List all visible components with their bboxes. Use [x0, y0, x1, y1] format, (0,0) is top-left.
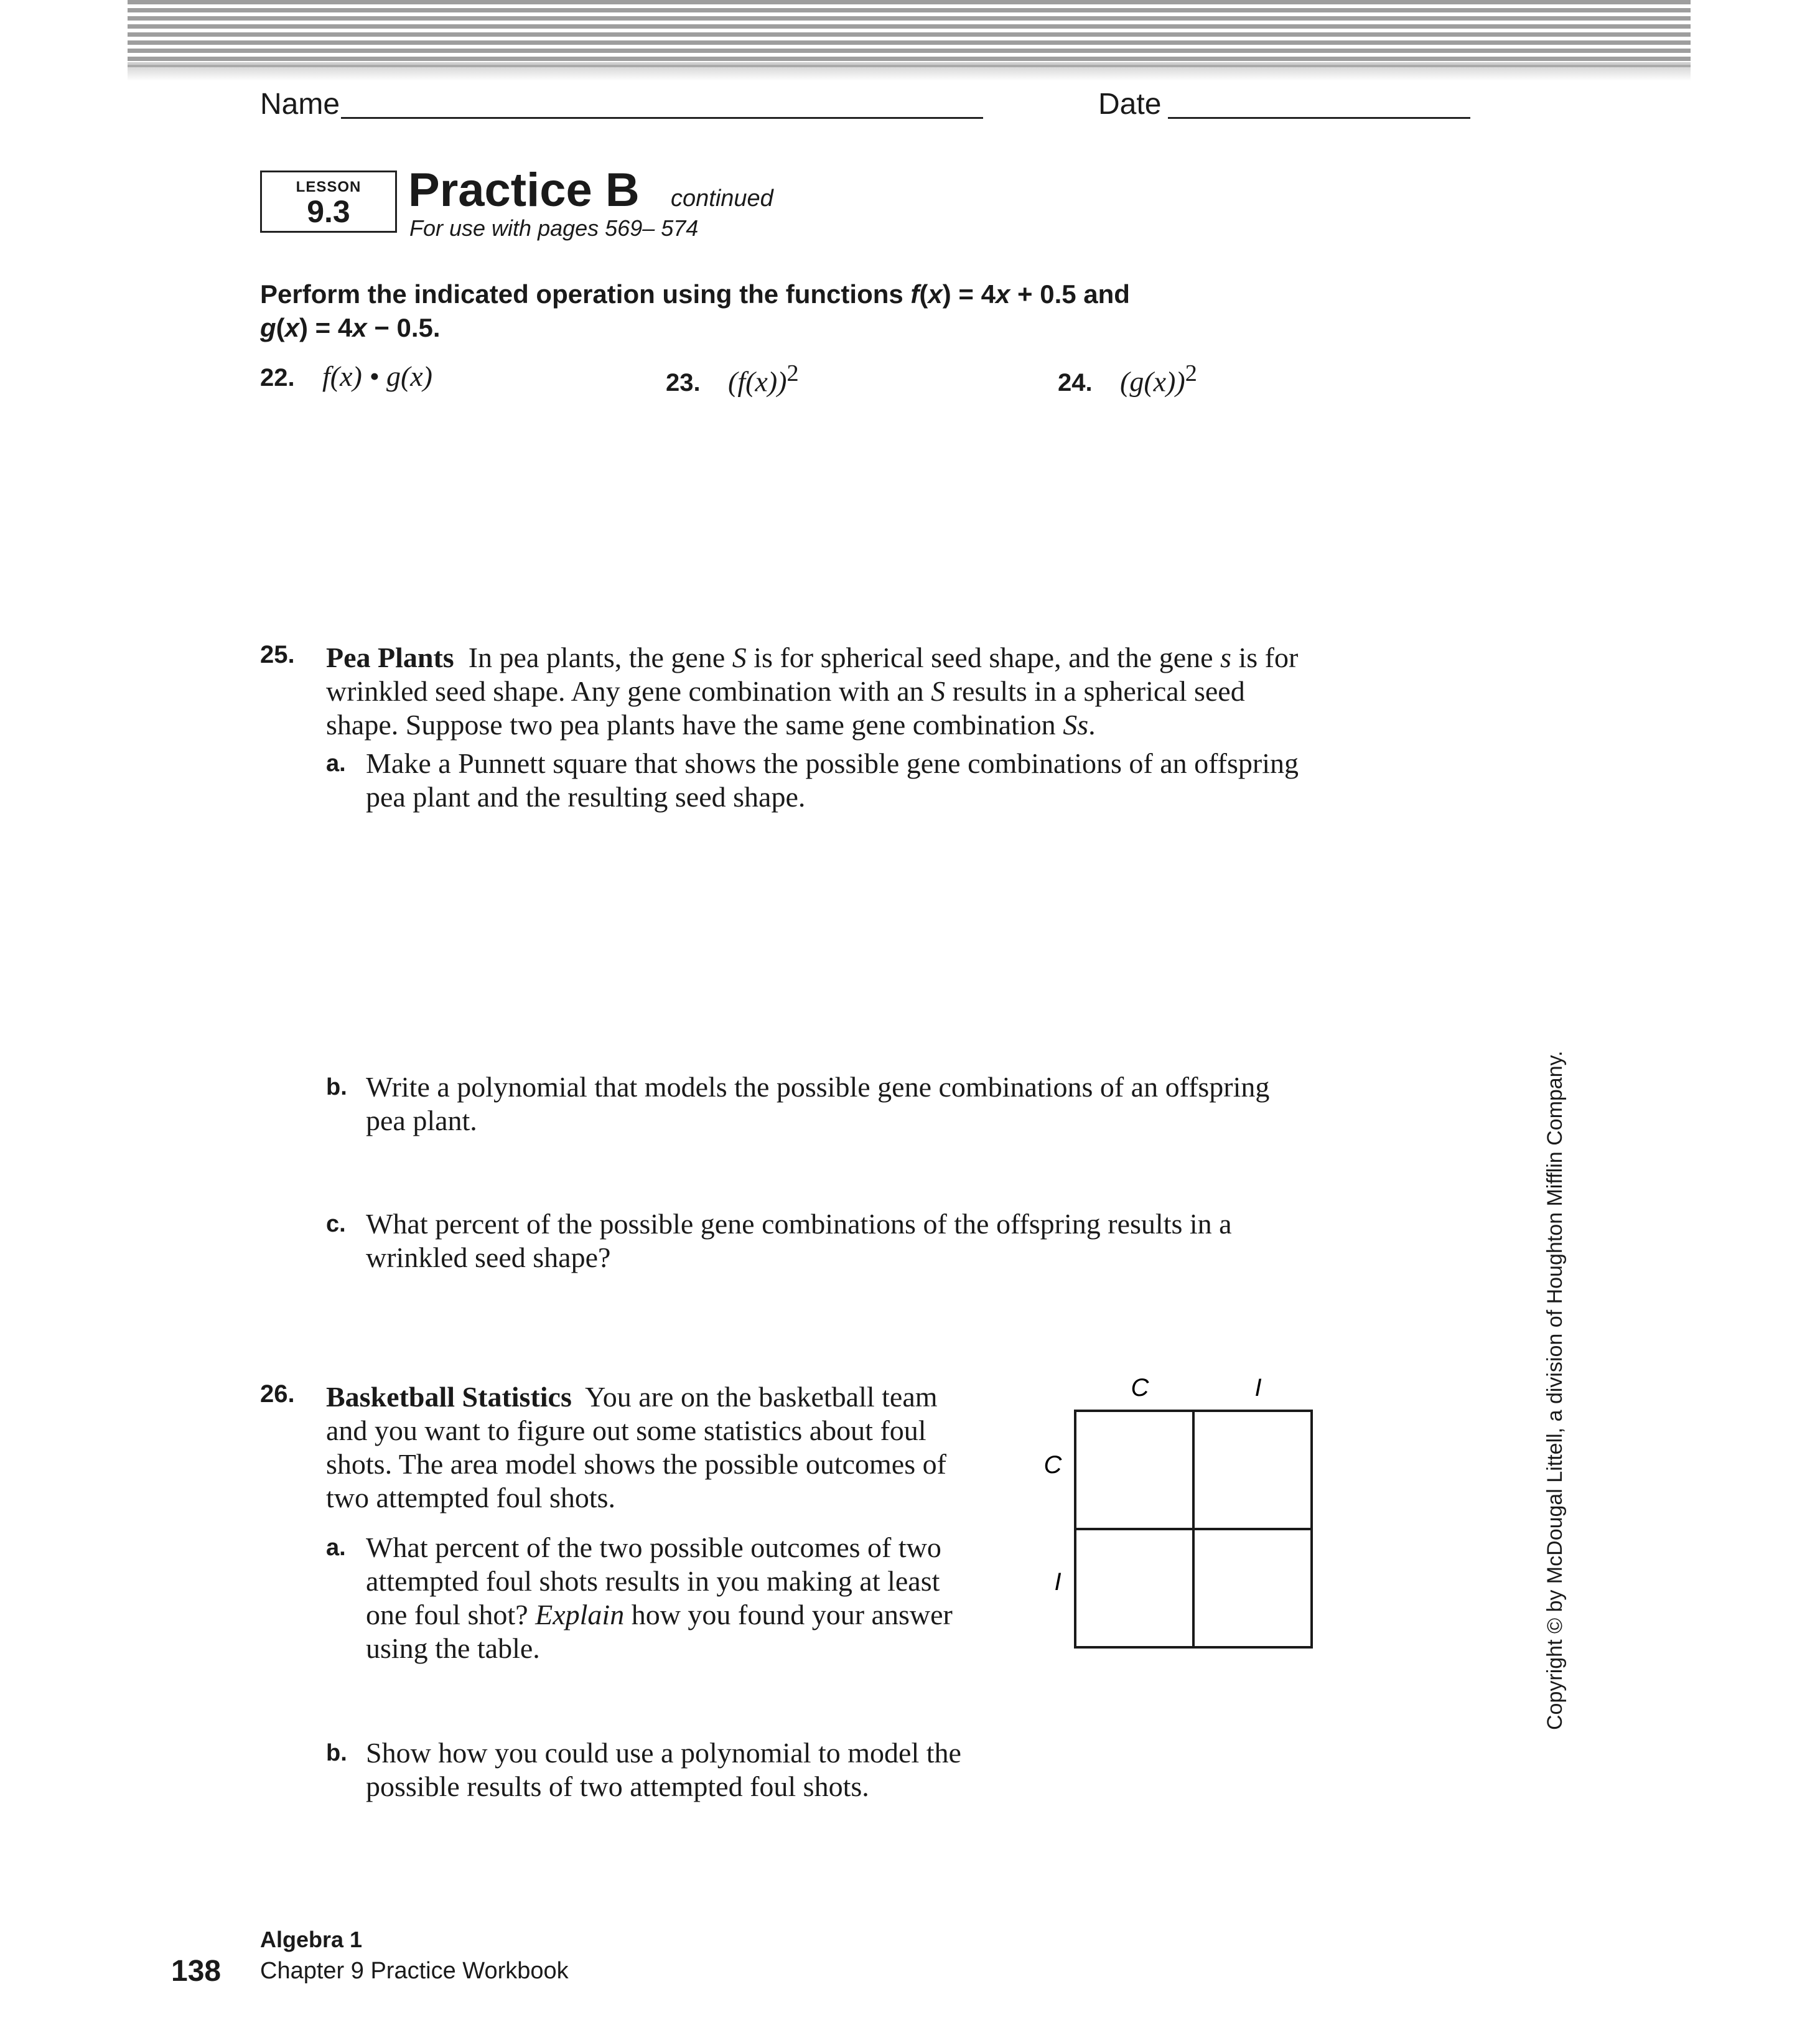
question-25-text: [326, 641, 1303, 742]
area-cell-cc[interactable]: [1075, 1411, 1193, 1529]
exponent: 2: [1185, 360, 1197, 386]
q25a-text: Make a Punnett square that shows the possible gene combinations of an offspring pea plant and the resulting seed shape.: [366, 747, 1299, 813]
header-stripe-band: [128, 0, 1691, 67]
name-field-line[interactable]: [341, 117, 983, 119]
q25b-label: b.: [326, 1074, 347, 1100]
area-model: [1033, 1372, 1319, 1658]
q26a-text-part: how you found your answer using the table.: [366, 1599, 953, 1664]
q25-text: .: [1088, 709, 1096, 741]
question-expression: (g(x)): [1120, 365, 1185, 398]
gene-symbol: S: [931, 675, 946, 707]
question-number: 22.: [260, 364, 295, 391]
question-26-number: 26.: [260, 1380, 295, 1408]
question-24: [1058, 360, 1197, 398]
instructions: Perform the indicated operation using the functions f(x) = 4x + 0.5 and g(x) = 4x − 0.5.: [260, 279, 1130, 342]
question-22: [260, 360, 432, 393]
q25-text: is for wrinkled seed shape. Any gene combination with an: [326, 642, 1299, 707]
question-26-text: [326, 1380, 954, 1515]
q25b-text: Write a polynomial that models the possible gene combinations of an offspring pea plant.: [366, 1071, 1270, 1136]
instr-g-name: g: [260, 313, 276, 342]
instr-g-var: x: [284, 313, 300, 342]
question-number: 23.: [666, 369, 701, 397]
instr-var: x: [996, 279, 1010, 309]
question-title: Basketball Statistics: [326, 1381, 572, 1413]
explain-word: Explain: [535, 1599, 625, 1630]
q25-text: In pea plants, the gene: [468, 642, 732, 673]
q25-text: is for spherical seed shape, and the gene: [746, 642, 1221, 673]
lesson-badge: [260, 171, 397, 233]
question-25-number: 25.: [260, 641, 295, 668]
gene-symbol: s: [1220, 642, 1231, 673]
instr-var: x: [352, 313, 367, 342]
area-cell-ic[interactable]: [1075, 1529, 1193, 1647]
gene-symbol: S: [732, 642, 747, 673]
area-col-label-i: I: [1254, 1374, 1262, 1401]
q25c-label: c.: [326, 1211, 346, 1237]
area-cell-ci[interactable]: [1193, 1411, 1312, 1529]
name-label: Name: [260, 88, 340, 121]
instr-text: − 0.5.: [366, 313, 441, 342]
instr-f-name: f: [910, 279, 920, 309]
gene-symbol: Ss: [1063, 709, 1089, 741]
q26a-label: a.: [326, 1535, 346, 1561]
q26b-text: Show how you could use a polynomial to model the possible results of two attempted foul shots.: [366, 1737, 961, 1802]
q26-text: You are on the basketball team and you want to figure out some statistics about foul shots. The area model shows the possible outcomes of two attempted foul shots.: [326, 1381, 946, 1513]
instr-text: + 0.5 and: [1010, 279, 1130, 309]
q25-text: results in a spherical seed shape. Suppose two pea plants have the same gene combination: [326, 675, 1245, 741]
area-row-label-c: C: [1043, 1451, 1062, 1479]
area-cell-ii[interactable]: [1193, 1529, 1312, 1647]
page-title: Practice B: [408, 164, 640, 217]
q26a-text-part: What percent of the two possible outcomes of two attempted foul shots results in you making at least one foul shot?: [366, 1532, 941, 1630]
book-title: Algebra 1: [260, 1927, 363, 1952]
date-field-line[interactable]: [1168, 117, 1470, 119]
instr-text: Perform the indicated operation using the functions: [260, 279, 911, 309]
instr-f-var: x: [928, 279, 943, 309]
q26a-text: [366, 1531, 963, 1665]
lesson-word: LESSON: [296, 179, 362, 195]
q25a-label: a.: [326, 751, 346, 777]
question-23: [666, 360, 799, 398]
question-expression: f(x) • g(x): [322, 360, 432, 392]
page-number: 138: [171, 1955, 222, 1988]
instr-text: = 4: [951, 279, 996, 309]
copyright-notice: Copyright © by McDougal Littell, a division of Houghton Mifflin Company.: [1543, 1050, 1567, 1730]
q26b-label: b.: [326, 1740, 347, 1766]
question-number: 24.: [1058, 369, 1093, 397]
instr-text: = 4: [308, 313, 353, 342]
header-stripe-shadow: [128, 62, 1691, 81]
date-label: Date: [1098, 88, 1162, 121]
exponent: 2: [786, 360, 799, 386]
area-row-label-i: I: [1054, 1568, 1062, 1596]
q25c-text: What percent of the possible gene combinations of the offspring results in a wrinkled seed shape?: [366, 1208, 1232, 1273]
pages-reference: For use with pages 569– 574: [409, 215, 699, 241]
book-subtitle: Chapter 9 Practice Workbook: [260, 1958, 569, 1984]
question-expression: (f(x)): [728, 365, 787, 398]
area-col-label-c: C: [1131, 1374, 1149, 1401]
lesson-number: 9.3: [307, 194, 350, 229]
continued-label: continued: [671, 185, 773, 212]
question-title: Pea Plants: [326, 642, 454, 673]
